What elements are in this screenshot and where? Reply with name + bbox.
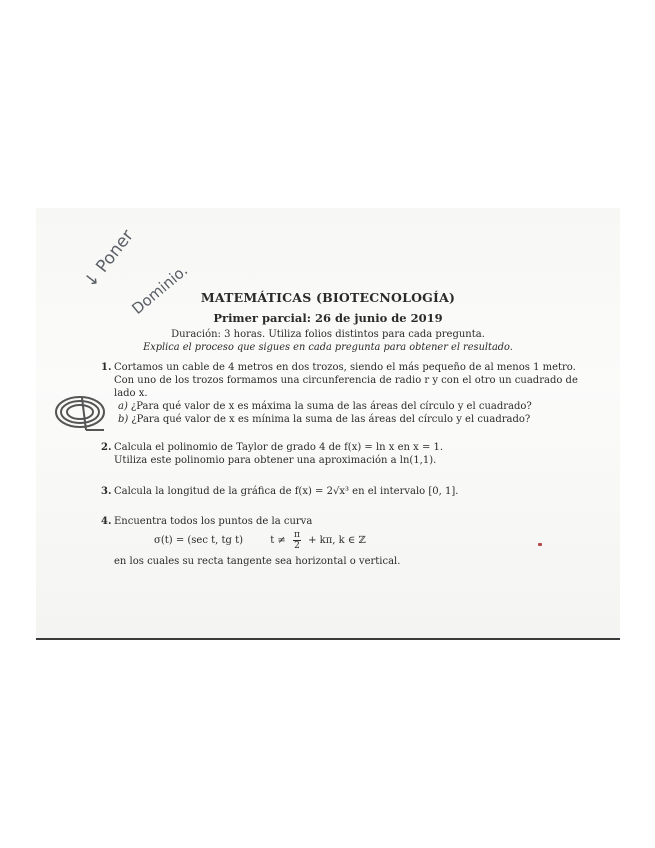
red-mark (538, 543, 542, 546)
exam-sheet (36, 208, 620, 640)
handwritten-note-line1: ↓ Poner (80, 226, 138, 292)
subitem-a (114, 400, 584, 413)
question-line: en los cuales su recta tangente sea horizontal o vertical. (114, 556, 401, 567)
question-line: Con uno de los trozos formamos una circunferencia de radio r y con el otro un cuadrado de (114, 375, 578, 386)
question-line: Calcula la longitud de la gráfica de f(x) = 2√x³ en el intervalo [0, 1]. (114, 486, 459, 497)
subitem-label: a) (118, 401, 128, 412)
scribble-circle-icon (52, 392, 116, 434)
question-line: Utiliza este polinomio para obtener una aproximación a ln(1,1). (114, 455, 437, 466)
question-1 (101, 361, 584, 426)
question-3 (101, 485, 584, 498)
question-2 (101, 441, 584, 467)
formula-lhs: σ(t) = (sec t, tg t) (154, 535, 244, 546)
subitem-label: b) (118, 414, 129, 425)
formula-rest: + kπ, k ∈ ℤ (308, 535, 366, 546)
question-4 (101, 515, 584, 528)
fraction-numerator: π (293, 530, 300, 540)
question-line: Cortamos un cable de 4 metros en dos trozos, siendo el más pequeño de al menos 1 metro. (114, 362, 576, 373)
question-4-tail (114, 555, 584, 568)
exam-subtitle: Primer parcial: 26 de junio de 2019 (213, 311, 443, 325)
question-number: 1. (101, 362, 112, 373)
subitem-text: ¿Para qué valor de x es mínima la suma de las áreas del círculo y el cuadrado? (131, 414, 531, 425)
subitem-b (114, 413, 584, 426)
question-number: 2. (101, 442, 112, 453)
question-line: Calcula el polinomio de Taylor de grado 4 de f(x) = ln x en x = 1. (114, 442, 444, 453)
exam-duration: Duración: 3 horas. Utiliza folios distintos para cada pregunta. (171, 329, 485, 340)
question-line: Encuentra todos los puntos de la curva (114, 516, 313, 527)
formula-fraction (293, 530, 301, 551)
formula-condition: t ≠ (270, 535, 286, 546)
subitem-text: ¿Para qué valor de x es máxima la suma de las áreas del círculo y el cuadrado? (130, 401, 532, 412)
question-line: lado x. (114, 388, 148, 399)
exam-note: Explica el proceso que sigues en cada pregunta para obtener el resultado. (143, 342, 513, 353)
question-number: 3. (101, 486, 112, 497)
question-number: 4. (101, 516, 112, 527)
fraction-denominator: 2 (294, 541, 300, 551)
curve-formula (154, 530, 370, 551)
handwritten-note-line2: Dominio. (128, 261, 192, 318)
exam-title: MATEMÁTICAS (BIOTECNOLOGÍA) (200, 290, 456, 305)
exam-header (36, 290, 620, 353)
